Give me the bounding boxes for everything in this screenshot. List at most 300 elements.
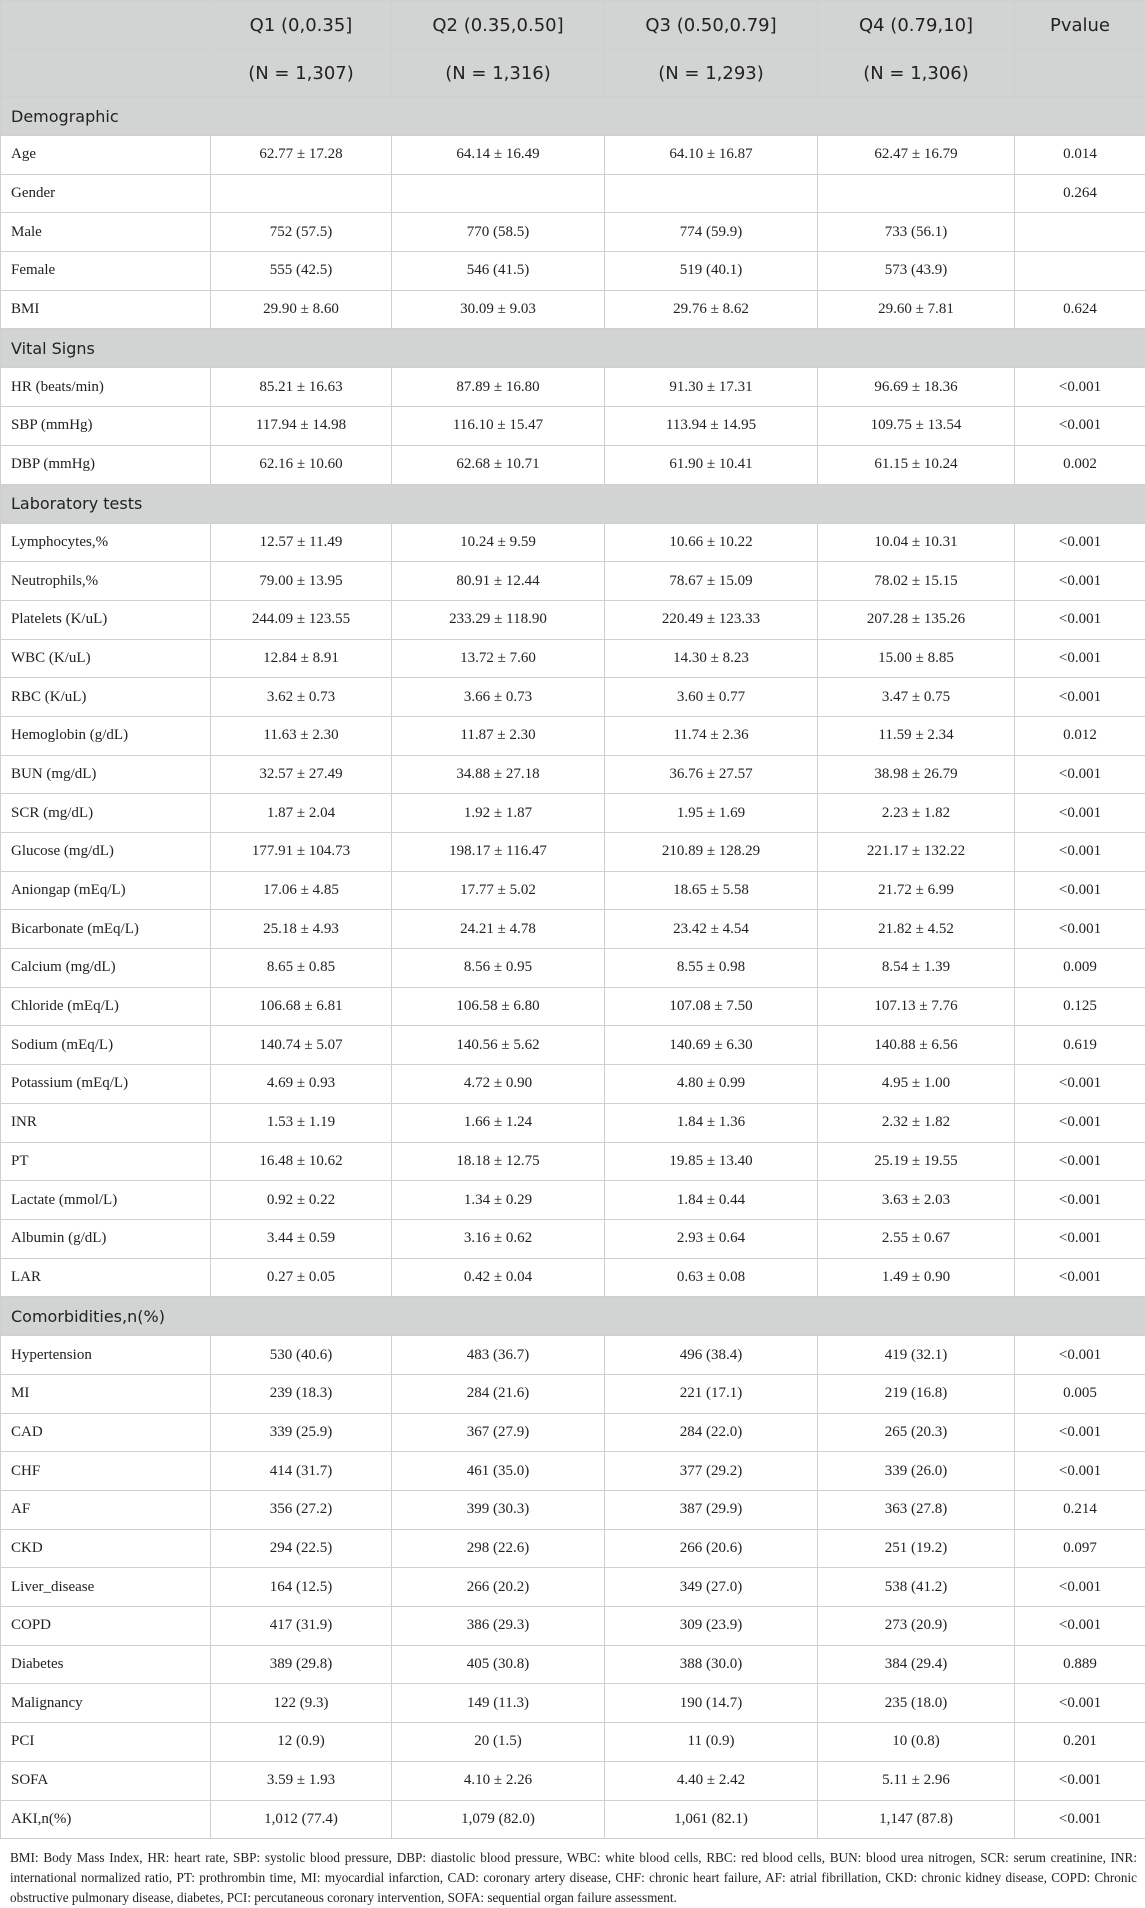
table-cell: 363 (27.8) [818, 1491, 1015, 1530]
table-cell: 4.95 ± 1.00 [818, 1065, 1015, 1104]
table-cell: 219 (16.8) [818, 1374, 1015, 1413]
table-cell: 10 (0.8) [818, 1723, 1015, 1762]
header-cell: (N = 1,307) [211, 50, 392, 97]
table-cell: 251 (19.2) [818, 1529, 1015, 1568]
header-cell: Q3 (0.50,0.79] [605, 1, 818, 50]
table-row [1, 1800, 1145, 1839]
pvalue-cell: 0.201 [1015, 1723, 1145, 1762]
pvalue-cell: <0.001 [1015, 1065, 1145, 1104]
header-cell: (N = 1,306) [818, 50, 1015, 97]
table-cell: 23.42 ± 4.54 [605, 910, 818, 949]
table-cell: 1.53 ± 1.19 [211, 1103, 392, 1142]
table-cell: 0.42 ± 0.04 [392, 1258, 605, 1297]
table-row [1, 678, 1145, 717]
table-row [1, 174, 1145, 213]
table-row [1, 987, 1145, 1026]
table-cell: 15.00 ± 8.85 [818, 639, 1015, 678]
table-cell: 116.10 ± 15.47 [392, 407, 605, 446]
table-row [1, 833, 1145, 872]
table-cell: 399 (30.3) [392, 1491, 605, 1530]
table-cell: 530 (40.6) [211, 1336, 392, 1375]
table-row [1, 949, 1145, 988]
table-row [1, 871, 1145, 910]
table-cell: 91.30 ± 17.31 [605, 368, 818, 407]
pvalue-cell: <0.001 [1015, 1800, 1145, 1839]
pvalue-cell: 0.005 [1015, 1374, 1145, 1413]
row-label: SCR (mg/dL) [1, 794, 211, 833]
table-row [1, 562, 1145, 601]
table-row [1, 445, 1145, 484]
table-row [1, 1219, 1145, 1258]
pvalue-cell: <0.001 [1015, 562, 1145, 601]
section-title: Comorbidities,n(%) [1, 1297, 1145, 1336]
table-row [1, 1452, 1145, 1491]
table-cell: 20 (1.5) [392, 1723, 605, 1762]
row-label: SOFA [1, 1761, 211, 1800]
table-cell: 2.32 ± 1.82 [818, 1103, 1015, 1142]
table-row [1, 368, 1145, 407]
table-cell: 1,079 (82.0) [392, 1800, 605, 1839]
table-cell: 36.76 ± 27.57 [605, 755, 818, 794]
table-cell: 210.89 ± 128.29 [605, 833, 818, 872]
table-row [1, 1529, 1145, 1568]
pvalue-cell: 0.889 [1015, 1645, 1145, 1684]
table-row [1, 1723, 1145, 1762]
pvalue-cell: <0.001 [1015, 1684, 1145, 1723]
table-cell: 11 (0.9) [605, 1723, 818, 1762]
row-label: BMI [1, 290, 211, 329]
table-cell: 752 (57.5) [211, 213, 392, 252]
table-cell: 32.57 ± 27.49 [211, 755, 392, 794]
table-cell: 198.17 ± 116.47 [392, 833, 605, 872]
table-cell: 64.14 ± 16.49 [392, 136, 605, 175]
pvalue-cell: <0.001 [1015, 910, 1145, 949]
row-label: Aniongap (mEq/L) [1, 871, 211, 910]
table-cell: 62.68 ± 10.71 [392, 445, 605, 484]
table-cell: 221 (17.1) [605, 1374, 818, 1413]
row-label: DBP (mmHg) [1, 445, 211, 484]
table-row [1, 1761, 1145, 1800]
table-cell [392, 174, 605, 213]
table-row [1, 1142, 1145, 1181]
table-cell: 87.89 ± 16.80 [392, 368, 605, 407]
row-label: PCI [1, 1723, 211, 1762]
header-cell: Q4 (0.79,10] [818, 1, 1015, 50]
header-cell: (N = 1,316) [392, 50, 605, 97]
pvalue-cell: <0.001 [1015, 833, 1145, 872]
table-cell: 0.63 ± 0.08 [605, 1258, 818, 1297]
table-cell: 106.58 ± 6.80 [392, 987, 605, 1026]
row-label: CKD [1, 1529, 211, 1568]
pvalue-cell: <0.001 [1015, 1142, 1145, 1181]
table-cell: 266 (20.2) [392, 1568, 605, 1607]
row-label: Chloride (mEq/L) [1, 987, 211, 1026]
table-cell: 4.80 ± 0.99 [605, 1065, 818, 1104]
header-row-quartiles [1, 1, 1145, 50]
table-cell: 96.69 ± 18.36 [818, 368, 1015, 407]
table-cell: 221.17 ± 132.22 [818, 833, 1015, 872]
table-cell: 34.88 ± 27.18 [392, 755, 605, 794]
table-cell: 4.72 ± 0.90 [392, 1065, 605, 1104]
pvalue-cell: 0.012 [1015, 716, 1145, 755]
header-cell: Q1 (0,0.35] [211, 1, 392, 50]
row-label: PT [1, 1142, 211, 1181]
header-cell [1, 50, 211, 97]
table-cell: 3.66 ± 0.73 [392, 678, 605, 717]
table-cell: 546 (41.5) [392, 252, 605, 291]
table-cell: 78.67 ± 15.09 [605, 562, 818, 601]
table-cell: 284 (21.6) [392, 1374, 605, 1413]
table-cell: 284 (22.0) [605, 1413, 818, 1452]
table-cell: 389 (29.8) [211, 1645, 392, 1684]
pvalue-cell: <0.001 [1015, 1336, 1145, 1375]
pvalue-cell: <0.001 [1015, 1258, 1145, 1297]
section-title: Demographic [1, 97, 1145, 136]
row-label: Diabetes [1, 1645, 211, 1684]
table-cell: 3.59 ± 1.93 [211, 1761, 392, 1800]
pvalue-cell: 0.214 [1015, 1491, 1145, 1530]
pvalue-cell: <0.001 [1015, 871, 1145, 910]
table-cell: 177.91 ± 104.73 [211, 833, 392, 872]
section-row [1, 329, 1145, 368]
table-cell: 8.54 ± 1.39 [818, 949, 1015, 988]
table-cell: 1,012 (77.4) [211, 1800, 392, 1839]
table-row [1, 136, 1145, 175]
pvalue-cell: <0.001 [1015, 1452, 1145, 1491]
table-cell: 11.63 ± 2.30 [211, 716, 392, 755]
table-cell: 1.87 ± 2.04 [211, 794, 392, 833]
table-row [1, 755, 1145, 794]
table-cell: 388 (30.0) [605, 1645, 818, 1684]
pvalue-cell: <0.001 [1015, 407, 1145, 446]
table-cell: 419 (32.1) [818, 1336, 1015, 1375]
table-cell: 405 (30.8) [392, 1645, 605, 1684]
table-cell: 29.60 ± 7.81 [818, 290, 1015, 329]
table-cell: 16.48 ± 10.62 [211, 1142, 392, 1181]
table-cell: 387 (29.9) [605, 1491, 818, 1530]
table-cell: 18.18 ± 12.75 [392, 1142, 605, 1181]
table-cell: 294 (22.5) [211, 1529, 392, 1568]
pvalue-cell: 0.097 [1015, 1529, 1145, 1568]
table-cell: 483 (36.7) [392, 1336, 605, 1375]
pvalue-cell: 0.014 [1015, 136, 1145, 175]
table-cell: 190 (14.7) [605, 1684, 818, 1723]
table-row [1, 716, 1145, 755]
table-row [1, 213, 1145, 252]
table-row [1, 1645, 1145, 1684]
pvalue-cell: 0.619 [1015, 1026, 1145, 1065]
pvalue-cell: <0.001 [1015, 678, 1145, 717]
table-cell: 733 (56.1) [818, 213, 1015, 252]
table-row [1, 1374, 1145, 1413]
table-cell: 1.92 ± 1.87 [392, 794, 605, 833]
section-title: Vital Signs [1, 329, 1145, 368]
table-cell: 4.40 ± 2.42 [605, 1761, 818, 1800]
table-cell: 244.09 ± 123.55 [211, 600, 392, 639]
table-cell: 18.65 ± 5.58 [605, 871, 818, 910]
header-cell [1015, 50, 1145, 97]
table-cell: 11.59 ± 2.34 [818, 716, 1015, 755]
section-title: Laboratory tests [1, 484, 1145, 523]
table-cell: 62.47 ± 16.79 [818, 136, 1015, 175]
table-cell: 109.75 ± 13.54 [818, 407, 1015, 446]
table-row [1, 1103, 1145, 1142]
table-cell: 10.66 ± 10.22 [605, 523, 818, 562]
header-cell: Pvalue [1015, 1, 1145, 50]
table-cell: 774 (59.9) [605, 213, 818, 252]
table-cell: 0.92 ± 0.22 [211, 1181, 392, 1220]
table-cell: 309 (23.9) [605, 1607, 818, 1646]
table-cell [605, 174, 818, 213]
row-label: Liver_disease [1, 1568, 211, 1607]
table-body [1, 97, 1145, 1839]
table-cell: 80.91 ± 12.44 [392, 562, 605, 601]
row-label: Female [1, 252, 211, 291]
table-row [1, 1568, 1145, 1607]
pvalue-cell: <0.001 [1015, 794, 1145, 833]
table-cell: 61.15 ± 10.24 [818, 445, 1015, 484]
table-cell: 21.82 ± 4.52 [818, 910, 1015, 949]
table-cell: 3.44 ± 0.59 [211, 1219, 392, 1258]
table-cell: 11.74 ± 2.36 [605, 716, 818, 755]
table-cell: 220.49 ± 123.33 [605, 600, 818, 639]
section-row [1, 484, 1145, 523]
row-label: Calcium (mg/dL) [1, 949, 211, 988]
table-cell: 3.63 ± 2.03 [818, 1181, 1015, 1220]
pvalue-cell: <0.001 [1015, 523, 1145, 562]
table-cell: 461 (35.0) [392, 1452, 605, 1491]
table-cell: 3.16 ± 0.62 [392, 1219, 605, 1258]
table-row [1, 1607, 1145, 1646]
pvalue-cell: <0.001 [1015, 755, 1145, 794]
row-label: Bicarbonate (mEq/L) [1, 910, 211, 949]
row-label: Male [1, 213, 211, 252]
row-label: Age [1, 136, 211, 175]
table-cell: 11.87 ± 2.30 [392, 716, 605, 755]
header-cell: Q2 (0.35,0.50] [392, 1, 605, 50]
table-row [1, 407, 1145, 446]
row-label: AKI,n(%) [1, 1800, 211, 1839]
pvalue-cell: 0.624 [1015, 290, 1145, 329]
row-label: Lactate (mmol/L) [1, 1181, 211, 1220]
table-row [1, 1413, 1145, 1452]
row-label: AF [1, 1491, 211, 1530]
table-cell [818, 174, 1015, 213]
table-cell: 117.94 ± 14.98 [211, 407, 392, 446]
table-cell: 122 (9.3) [211, 1684, 392, 1723]
table-cell: 235 (18.0) [818, 1684, 1015, 1723]
table-cell: 414 (31.7) [211, 1452, 392, 1491]
row-label: RBC (K/uL) [1, 678, 211, 717]
row-label: Potassium (mEq/L) [1, 1065, 211, 1104]
table-cell: 12.84 ± 8.91 [211, 639, 392, 678]
table-cell: 10.04 ± 10.31 [818, 523, 1015, 562]
table-cell: 2.55 ± 0.67 [818, 1219, 1015, 1258]
table-row [1, 252, 1145, 291]
table-row [1, 1026, 1145, 1065]
row-label: HR (beats/min) [1, 368, 211, 407]
table-cell: 14.30 ± 8.23 [605, 639, 818, 678]
table-cell: 62.16 ± 10.60 [211, 445, 392, 484]
table-cell: 339 (26.0) [818, 1452, 1015, 1491]
row-label: Albumin (g/dL) [1, 1219, 211, 1258]
table-cell: 85.21 ± 16.63 [211, 368, 392, 407]
table-cell: 140.56 ± 5.62 [392, 1026, 605, 1065]
table-cell: 8.55 ± 0.98 [605, 949, 818, 988]
table-cell: 538 (41.2) [818, 1568, 1015, 1607]
table-cell: 266 (20.6) [605, 1529, 818, 1568]
pvalue-cell: <0.001 [1015, 1607, 1145, 1646]
row-label: BUN (mg/dL) [1, 755, 211, 794]
row-label: COPD [1, 1607, 211, 1646]
table-cell: 8.65 ± 0.85 [211, 949, 392, 988]
pvalue-cell: 0.009 [1015, 949, 1145, 988]
pvalue-cell: 0.002 [1015, 445, 1145, 484]
pvalue-cell: <0.001 [1015, 1568, 1145, 1607]
table-cell: 10.24 ± 9.59 [392, 523, 605, 562]
table-row [1, 600, 1145, 639]
table-cell: 4.10 ± 2.26 [392, 1761, 605, 1800]
table-cell: 24.21 ± 4.78 [392, 910, 605, 949]
table-cell: 38.98 ± 26.79 [818, 755, 1015, 794]
table-row [1, 523, 1145, 562]
pvalue-cell: <0.001 [1015, 600, 1145, 639]
header-row-counts [1, 50, 1145, 97]
row-label: Platelets (K/uL) [1, 600, 211, 639]
table-cell: 367 (27.9) [392, 1413, 605, 1452]
table-cell: 64.10 ± 16.87 [605, 136, 818, 175]
table-row [1, 1491, 1145, 1530]
table-cell: 1.84 ± 1.36 [605, 1103, 818, 1142]
table-row [1, 1181, 1145, 1220]
row-label: Hemoglobin (g/dL) [1, 716, 211, 755]
table-cell: 106.68 ± 6.81 [211, 987, 392, 1026]
table-cell: 1,061 (82.1) [605, 1800, 818, 1839]
table-cell: 770 (58.5) [392, 213, 605, 252]
table-cell: 356 (27.2) [211, 1491, 392, 1530]
table-cell: 555 (42.5) [211, 252, 392, 291]
row-label: Hypertension [1, 1336, 211, 1375]
table-footnote: BMI: Body Mass Index, HR: heart rate, SBP: systolic blood pressure, DBP: diastolic blood pressure, WBC: white blood cells, RBC: red blood cells, BUN: blood urea nitrogen, SCR: serum creatinine, INR: international normalized ratio, PT: prothrombin time, MI: myocardial infarction, CAD: coronary artery disease, CHF: chronic heart failure, AF: atrial fibrillation, CKD: chronic kidney disease, COPD: Chronic obstructive pulmonary disease, diabetes, PCI: percutaneous coronary intervention, SOFA: sequential organ failure assessment. [0, 1839, 1145, 1908]
table-cell: 61.90 ± 10.41 [605, 445, 818, 484]
table-cell: 384 (29.4) [818, 1645, 1015, 1684]
table-cell: 12 (0.9) [211, 1723, 392, 1762]
pvalue-cell: <0.001 [1015, 1761, 1145, 1800]
table-cell: 1.34 ± 0.29 [392, 1181, 605, 1220]
table-cell: 140.88 ± 6.56 [818, 1026, 1015, 1065]
header-cell [1, 1, 211, 50]
pvalue-cell: <0.001 [1015, 1181, 1145, 1220]
table-cell: 107.08 ± 7.50 [605, 987, 818, 1026]
table-cell: 233.29 ± 118.90 [392, 600, 605, 639]
table-row [1, 1336, 1145, 1375]
table-cell: 1.49 ± 0.90 [818, 1258, 1015, 1297]
table-row [1, 639, 1145, 678]
table-cell: 3.47 ± 0.75 [818, 678, 1015, 717]
table-row [1, 290, 1145, 329]
table-cell: 2.23 ± 1.82 [818, 794, 1015, 833]
row-label: MI [1, 1374, 211, 1413]
table-cell: 339 (25.9) [211, 1413, 392, 1452]
table-cell: 107.13 ± 7.76 [818, 987, 1015, 1026]
pvalue-cell: <0.001 [1015, 639, 1145, 678]
row-label: Malignancy [1, 1684, 211, 1723]
table-row [1, 910, 1145, 949]
row-label: Gender [1, 174, 211, 213]
row-label: INR [1, 1103, 211, 1142]
pvalue-cell [1015, 252, 1145, 291]
row-label: CAD [1, 1413, 211, 1452]
table-cell: 496 (38.4) [605, 1336, 818, 1375]
table-cell: 2.93 ± 0.64 [605, 1219, 818, 1258]
table-cell: 207.28 ± 135.26 [818, 600, 1015, 639]
table-cell: 519 (40.1) [605, 252, 818, 291]
table-cell: 17.77 ± 5.02 [392, 871, 605, 910]
table-cell: 1.84 ± 0.44 [605, 1181, 818, 1220]
table-cell: 298 (22.6) [392, 1529, 605, 1568]
table-cell: 417 (31.9) [211, 1607, 392, 1646]
table-cell: 4.69 ± 0.93 [211, 1065, 392, 1104]
table-row [1, 794, 1145, 833]
row-label: Neutrophils,% [1, 562, 211, 601]
section-row [1, 97, 1145, 136]
pvalue-cell: 0.125 [1015, 987, 1145, 1026]
table-cell [211, 174, 392, 213]
row-label: CHF [1, 1452, 211, 1491]
row-label: Sodium (mEq/L) [1, 1026, 211, 1065]
table-cell: 17.06 ± 4.85 [211, 871, 392, 910]
table-cell: 386 (29.3) [392, 1607, 605, 1646]
pvalue-cell: <0.001 [1015, 1413, 1145, 1452]
table-cell: 140.74 ± 5.07 [211, 1026, 392, 1065]
table-header [1, 1, 1145, 97]
table-row [1, 1258, 1145, 1297]
table-cell: 1,147 (87.8) [818, 1800, 1015, 1839]
row-label: WBC (K/uL) [1, 639, 211, 678]
table-cell: 265 (20.3) [818, 1413, 1015, 1452]
table-cell: 25.18 ± 4.93 [211, 910, 392, 949]
table-cell: 0.27 ± 0.05 [211, 1258, 392, 1297]
table-cell: 573 (43.9) [818, 252, 1015, 291]
table-cell: 29.76 ± 8.62 [605, 290, 818, 329]
table-cell: 113.94 ± 14.95 [605, 407, 818, 446]
row-label: LAR [1, 1258, 211, 1297]
row-label: Glucose (mg/dL) [1, 833, 211, 872]
table-cell: 164 (12.5) [211, 1568, 392, 1607]
table-cell: 149 (11.3) [392, 1684, 605, 1723]
table-cell: 12.57 ± 11.49 [211, 523, 392, 562]
table-cell: 273 (20.9) [818, 1607, 1015, 1646]
section-row [1, 1297, 1145, 1336]
row-label: Lymphocytes,% [1, 523, 211, 562]
table-cell: 349 (27.0) [605, 1568, 818, 1607]
table-cell: 239 (18.3) [211, 1374, 392, 1413]
pvalue-cell [1015, 213, 1145, 252]
table-cell: 79.00 ± 13.95 [211, 562, 392, 601]
table-row [1, 1684, 1145, 1723]
table-cell: 19.85 ± 13.40 [605, 1142, 818, 1181]
table-cell: 1.95 ± 1.69 [605, 794, 818, 833]
table-cell: 13.72 ± 7.60 [392, 639, 605, 678]
table-cell: 377 (29.2) [605, 1452, 818, 1491]
table-cell: 78.02 ± 15.15 [818, 562, 1015, 601]
pvalue-cell: <0.001 [1015, 1103, 1145, 1142]
table-cell: 1.66 ± 1.24 [392, 1103, 605, 1142]
table-cell: 21.72 ± 6.99 [818, 871, 1015, 910]
table-cell: 5.11 ± 2.96 [818, 1761, 1015, 1800]
pvalue-cell: <0.001 [1015, 368, 1145, 407]
table-cell: 29.90 ± 8.60 [211, 290, 392, 329]
